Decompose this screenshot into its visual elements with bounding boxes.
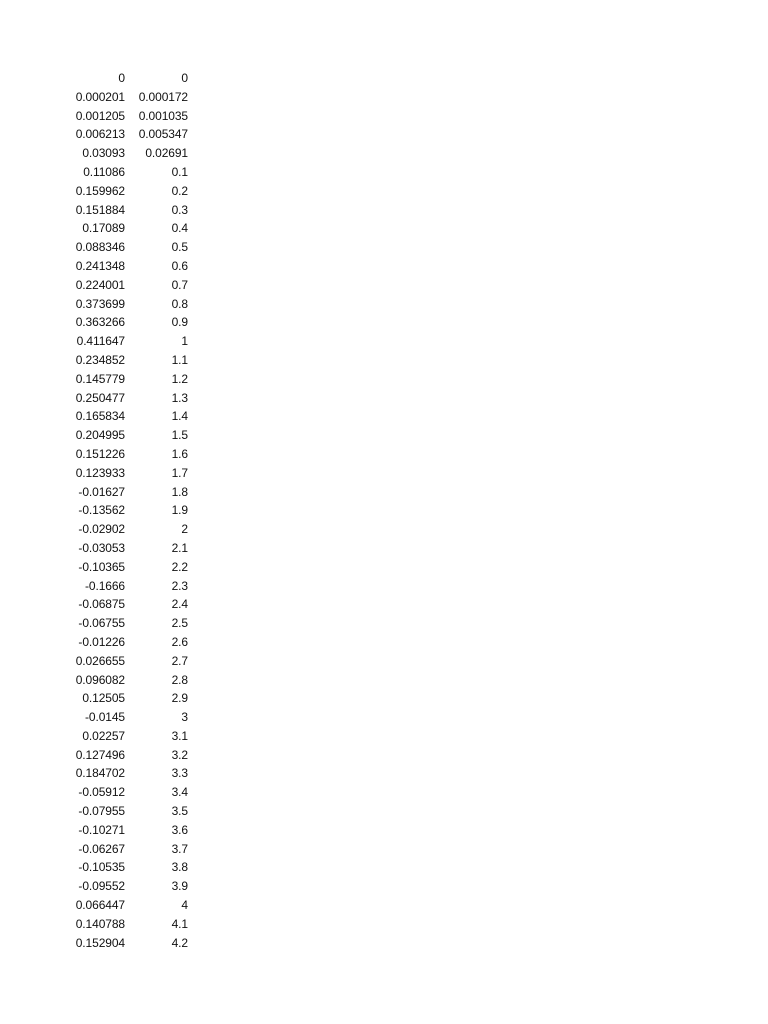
table-row [62, 407, 188, 426]
table-row [62, 69, 188, 88]
table-row [62, 840, 188, 859]
table-row [62, 88, 188, 107]
cell-column-a[interactable]: -0.03053 [78, 540, 125, 555]
cell-column-b[interactable]: 2.8 [171, 672, 188, 687]
table-row [62, 370, 188, 389]
cell-column-a[interactable]: -0.0145 [85, 710, 125, 725]
cell-column-a[interactable]: 0.151226 [75, 446, 125, 461]
cell-column-a[interactable]: -0.09552 [78, 879, 125, 894]
cell-column-b[interactable]: 1.3 [171, 390, 188, 405]
cell-column-b[interactable]: 2 [181, 522, 188, 537]
cell-column-b[interactable]: 1.7 [171, 465, 188, 480]
table-row [62, 915, 188, 934]
cell-column-a[interactable]: 0.12505 [82, 691, 125, 706]
table-row [62, 802, 188, 821]
cell-column-a[interactable]: 0 [118, 71, 125, 85]
cell-column-b[interactable]: 0.005347 [138, 127, 188, 142]
table-row [62, 125, 188, 144]
cell-column-b[interactable]: 0.02691 [145, 146, 188, 161]
cell-column-a[interactable]: 0.184702 [75, 766, 125, 781]
cell-column-a[interactable]: 0.11086 [83, 164, 125, 179]
cell-column-b[interactable]: 0.9 [171, 315, 188, 330]
cell-column-a[interactable]: -0.06875 [78, 597, 125, 612]
cell-column-a[interactable]: 0.000201 [75, 89, 125, 104]
cell-column-a[interactable]: -0.01627 [78, 484, 125, 499]
cell-column-b[interactable]: 0 [181, 71, 188, 85]
cell-column-b[interactable]: 2.9 [171, 691, 188, 706]
table-row [62, 257, 188, 276]
cell-column-b[interactable]: 1 [181, 334, 188, 349]
cell-column-b[interactable]: 3.7 [171, 841, 188, 856]
table-row [62, 144, 188, 163]
cell-column-b[interactable]: 3.8 [171, 860, 188, 875]
cell-column-b[interactable]: 2.2 [171, 559, 188, 574]
table-row [62, 727, 188, 746]
cell-column-b[interactable]: 1.8 [171, 484, 188, 499]
cell-column-a[interactable]: 0.234852 [75, 352, 125, 367]
cell-column-a[interactable]: 0.001205 [75, 108, 125, 123]
cell-column-b[interactable]: 2.6 [171, 634, 188, 649]
cell-column-b[interactable]: 1.1 [171, 352, 188, 367]
cell-column-b[interactable]: 1.2 [171, 371, 188, 386]
table-row [62, 501, 188, 520]
cell-column-b[interactable]: 1.9 [171, 503, 188, 518]
cell-column-a[interactable]: 0.127496 [75, 747, 125, 762]
table-row [62, 163, 188, 182]
cell-column-a[interactable]: 0.096082 [75, 672, 125, 687]
cell-column-a[interactable]: 0.204995 [75, 428, 125, 443]
cell-column-b[interactable]: 0.7 [171, 277, 188, 292]
cell-column-a[interactable]: -0.10535 [78, 860, 125, 875]
cell-column-a[interactable]: -0.05912 [78, 785, 125, 800]
table-row [62, 689, 188, 708]
table-row [62, 520, 188, 539]
table-row [62, 483, 188, 502]
cell-column-a[interactable]: 0.165834 [75, 409, 125, 424]
cell-column-b[interactable]: 3.3 [171, 766, 188, 781]
table-row [62, 858, 188, 877]
table-row [62, 539, 188, 558]
table-row [62, 614, 188, 633]
table-row [62, 595, 188, 614]
cell-column-a[interactable]: 0.224001 [75, 277, 125, 292]
cell-column-b[interactable]: 4.1 [171, 916, 188, 931]
table-row [62, 783, 188, 802]
table-row [62, 238, 188, 257]
table-row [62, 896, 188, 915]
cell-column-a[interactable]: 0.159962 [75, 183, 125, 198]
cell-column-a[interactable]: -0.10271 [78, 822, 125, 837]
cell-column-b[interactable]: 3.9 [171, 879, 188, 894]
cell-column-a[interactable]: 0.373699 [75, 296, 125, 311]
table-row [62, 313, 188, 332]
table-row [62, 708, 188, 727]
cell-column-a[interactable]: -0.06755 [78, 616, 125, 631]
cell-column-a[interactable]: 0.145779 [75, 371, 125, 386]
table-row [62, 821, 188, 840]
cell-column-b[interactable]: 1.4 [171, 409, 188, 424]
cell-column-b[interactable]: 3.6 [171, 822, 188, 837]
cell-column-a[interactable]: -0.10365 [78, 559, 125, 574]
cell-column-a[interactable]: 0.363266 [75, 315, 125, 330]
table-row [62, 934, 188, 953]
cell-column-b[interactable]: 2.7 [171, 653, 188, 668]
cell-column-b[interactable]: 4.2 [171, 935, 188, 950]
cell-column-a[interactable]: 0.241348 [75, 258, 125, 273]
cell-column-b[interactable]: 1.6 [171, 446, 188, 461]
cell-column-b[interactable]: 0.000172 [138, 89, 188, 104]
cell-column-b[interactable]: 3.4 [171, 785, 188, 800]
table-row [62, 764, 188, 783]
table-row [62, 276, 188, 295]
table-row [62, 389, 188, 408]
table-row [62, 332, 188, 351]
cell-column-b[interactable]: 0.4 [171, 221, 188, 236]
table-row [62, 746, 188, 765]
cell-column-b[interactable]: 0.1 [171, 164, 188, 179]
table-row [62, 652, 188, 671]
cell-column-a[interactable]: -0.06267 [78, 841, 125, 856]
cell-column-a[interactable]: 0.411647 [76, 334, 125, 349]
cell-column-b[interactable]: 3.2 [171, 747, 188, 762]
spreadsheet-data-table [62, 69, 188, 952]
cell-column-b[interactable]: 0.3 [171, 202, 188, 217]
cell-column-a[interactable]: 0.066447 [75, 898, 125, 913]
cell-column-b[interactable]: 3 [181, 710, 188, 725]
cell-column-b[interactable]: 2.5 [171, 616, 188, 631]
cell-column-b[interactable]: 4 [181, 898, 188, 913]
table-row [62, 633, 188, 652]
cell-column-b[interactable]: 3.5 [171, 804, 188, 819]
cell-column-b[interactable]: 2.4 [171, 597, 188, 612]
table-row [62, 426, 188, 445]
cell-column-a[interactable]: 0.140788 [75, 916, 125, 931]
table-row [62, 877, 188, 896]
table-row [62, 558, 188, 577]
table-row [62, 351, 188, 370]
cell-column-a[interactable]: 0.250477 [75, 390, 125, 405]
cell-column-a[interactable]: -0.02902 [78, 522, 125, 537]
cell-column-b[interactable]: 0.5 [171, 240, 188, 255]
cell-column-a[interactable]: 0.17089 [82, 221, 125, 236]
cell-column-b[interactable]: 0.6 [171, 258, 188, 273]
cell-column-a[interactable]: 0.152904 [75, 935, 125, 950]
table-row [62, 445, 188, 464]
cell-column-a[interactable]: 0.123933 [75, 465, 125, 480]
cell-column-b[interactable]: 2.3 [171, 578, 188, 593]
cell-column-a[interactable]: 0.026655 [75, 653, 125, 668]
cell-column-a[interactable]: 0.03093 [82, 146, 125, 161]
cell-column-b[interactable]: 0.2 [171, 183, 188, 198]
table-row [62, 295, 188, 314]
table-row [62, 201, 188, 220]
table-row [62, 182, 188, 201]
cell-column-b[interactable]: 1.5 [171, 428, 188, 443]
cell-column-a[interactable]: -0.1666 [85, 578, 125, 593]
table-row [62, 464, 188, 483]
cell-column-a[interactable]: 0.02257 [82, 728, 125, 743]
cell-column-a[interactable]: 0.088346 [75, 240, 125, 255]
cell-column-a[interactable]: -0.01226 [78, 634, 125, 649]
table-row [62, 219, 188, 238]
table-row [62, 577, 188, 596]
cell-column-b[interactable]: 2.1 [171, 540, 188, 555]
cell-column-b[interactable]: 0.8 [171, 296, 188, 311]
cell-column-a[interactable]: -0.07955 [78, 804, 125, 819]
cell-column-a[interactable]: -0.13562 [78, 503, 125, 518]
cell-column-a[interactable]: 0.151884 [75, 202, 125, 217]
cell-column-a[interactable]: 0.006213 [75, 127, 125, 142]
table-row [62, 671, 188, 690]
table-row [62, 107, 188, 126]
cell-column-b[interactable]: 3.1 [171, 728, 188, 743]
cell-column-b[interactable]: 0.001035 [138, 108, 188, 123]
